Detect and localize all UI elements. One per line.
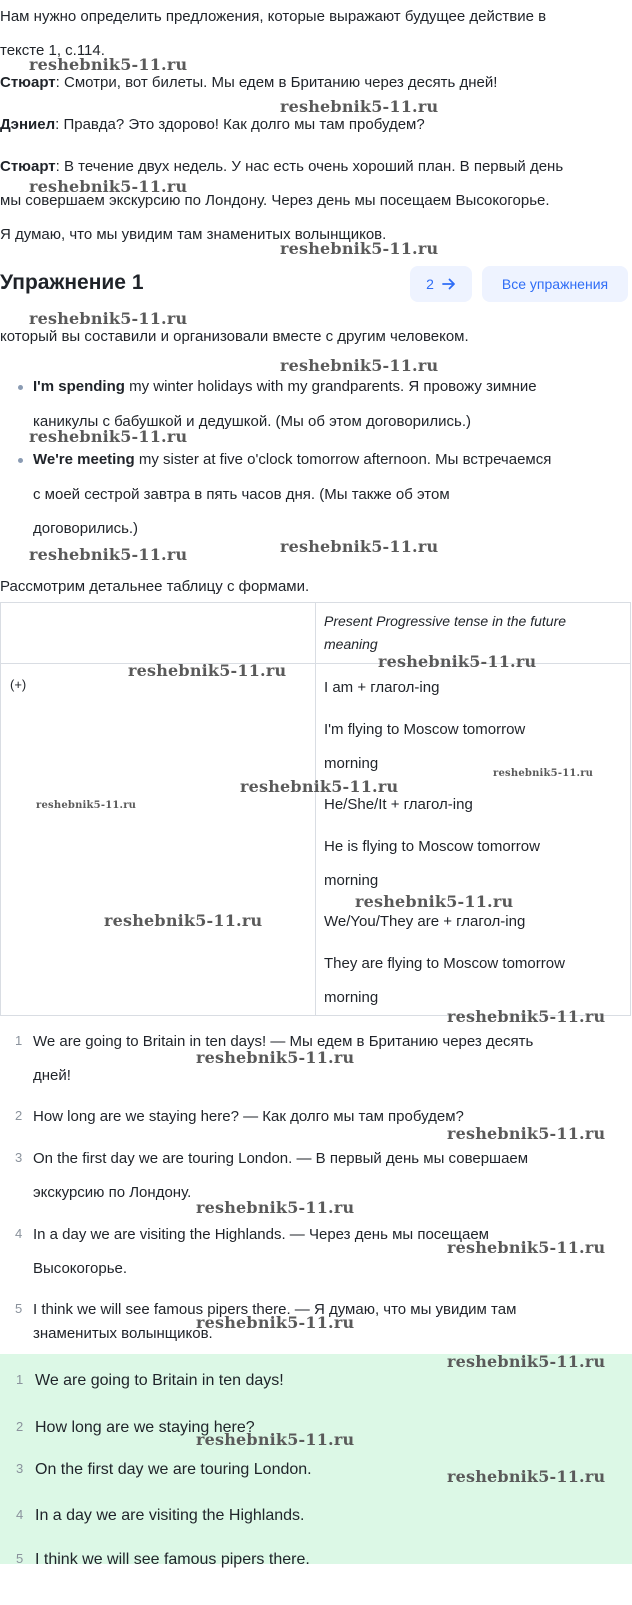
bullet-text: my sister at five o'clock tomorrow afternoon. Мы встречаемся — [134, 451, 552, 468]
answer-item: I think we will see famous pipers there. — [35, 1551, 310, 1568]
dialogue-text: : Правда? Это здорово! Как долго мы там пробудем? — [55, 116, 425, 133]
table-header: meaning — [324, 636, 378, 652]
bullet-cont: с моей сестрой завтра в пять часов дня. (Мы также об этом — [33, 486, 450, 503]
watermark: reshebnik5-11.ru — [196, 1048, 355, 1067]
bullet-cont: договорились.) — [33, 520, 139, 537]
list-item: On the first day we are touring London. — В первый день мы совершаем — [33, 1150, 529, 1167]
bullet-bold: I'm spending — [33, 378, 125, 395]
watermark: reshebnik5-11.ru — [447, 1238, 606, 1257]
answer-item: In a day we are visiting the Highlands. — [35, 1507, 305, 1524]
intro-line: Я думаю, что мы увидим там знаменитых волынщиков. — [0, 226, 387, 243]
bullet-dot — [18, 385, 23, 390]
list-item: I think we will see famous pipers there. — Я думаю, что мы увидим там — [33, 1301, 517, 1318]
dialogue-line — [0, 114, 425, 136]
watermark: reshebnik5-11.ru — [29, 545, 188, 564]
watermark: reshebnik5-11.ru — [29, 427, 188, 446]
answer-number: 4 — [16, 1507, 24, 1522]
table-example: They are flying to Moscow tomorrow — [324, 955, 565, 972]
watermark: reshebnik5-11.ru — [36, 800, 137, 811]
bullet-item — [33, 449, 551, 471]
watermark: reshebnik5-11.ru — [196, 1198, 355, 1217]
table-header: Present Progressive tense in the future — [324, 613, 567, 629]
table-intro: Рассмотрим детальнее таблицу с формами. — [0, 578, 310, 595]
list-item-cont: знаменитых волынщиков. — [33, 1325, 213, 1342]
answer-number: 1 — [16, 1372, 24, 1387]
watermark: reshebnik5-11.ru — [447, 1352, 606, 1371]
intro-line: тексте 1, с.114. — [0, 42, 105, 59]
watermark: reshebnik5-11.ru — [196, 1430, 355, 1449]
answer-number: 2 — [16, 1419, 24, 1434]
table-example: morning — [324, 872, 379, 889]
bullet-dot — [18, 458, 23, 463]
table-example: He is flying to Moscow tomorrow — [324, 838, 540, 855]
answer-item: How long are we staying here? — [35, 1419, 255, 1436]
dialogue-text: : Смотри, вот билеты. Мы едем в Британию через десять дней! — [55, 74, 498, 91]
bullet-item — [33, 376, 537, 398]
table-example: I'm flying to Moscow tomorrow — [324, 721, 526, 738]
exercise-title: Упражнение 1 — [0, 271, 144, 294]
list-number: 1 — [15, 1033, 23, 1048]
list-item-cont: экскурсию по Лондону. — [33, 1184, 192, 1201]
watermark: reshebnik5-11.ru — [104, 911, 263, 930]
table-form: He/She/It + глагол-ing — [324, 796, 473, 813]
watermark: reshebnik5-11.ru — [29, 55, 188, 74]
speaker-name: Стюарт — [0, 74, 56, 91]
bullet-cont: каникулы с бабушкой и дедушкой. (Мы об этом договорились.) — [33, 413, 471, 430]
dialogue-line — [0, 72, 497, 94]
watermark: reshebnik5-11.ru — [355, 892, 514, 911]
list-item: How long are we staying here? — Как долго мы там пробудем? — [33, 1108, 464, 1125]
list-number: 4 — [15, 1226, 23, 1241]
answer-item: On the first day we are touring London. — [35, 1461, 312, 1478]
watermark: reshebnik5-11.ru — [280, 537, 439, 556]
watermark: reshebnik5-11.ru — [447, 1467, 606, 1486]
watermark: reshebnik5-11.ru — [493, 768, 594, 779]
intro-line: мы совершаем экскурсию по Лондону. Через день мы посещаем Высокогорье. — [0, 192, 550, 209]
theory-line: который вы составили и организовали вместе с другим человеком. — [0, 328, 469, 345]
watermark: reshebnik5-11.ru — [447, 1124, 606, 1143]
bullet-text: my winter holidays with my grandparents. Я провожу зимние — [124, 378, 537, 395]
arrow-right-icon — [442, 278, 456, 290]
next-exercise-button[interactable] — [410, 266, 472, 302]
watermark: reshebnik5-11.ru — [240, 777, 399, 796]
speaker-name: Стюарт — [0, 158, 56, 175]
list-item-cont: Высокогорье. — [33, 1260, 128, 1277]
list-number: 3 — [15, 1150, 23, 1165]
intro-line: Нам нужно определить предложения, которые выражают будущее действие в — [0, 8, 547, 25]
speaker-name: Дэниел — [0, 116, 56, 133]
watermark: reshebnik5-11.ru — [280, 356, 439, 375]
dialogue-line — [0, 156, 563, 178]
list-number: 2 — [15, 1108, 23, 1123]
watermark: reshebnik5-11.ru — [280, 97, 439, 116]
table-form: We/You/They are + глагол-ing — [324, 913, 526, 930]
table-example: morning — [324, 755, 379, 772]
list-number: 5 — [15, 1301, 23, 1316]
dialogue-text: : В течение двух недель. У нас есть очень хороший план. В первый день — [55, 158, 564, 175]
list-item: We are going to Britain in ten days! — Мы едем в Британию через десять — [33, 1033, 534, 1050]
bullet-bold: We're meeting — [33, 451, 135, 468]
table-example: morning — [324, 989, 379, 1006]
next-exercise-label: 2 — [426, 276, 434, 292]
table-row-label: (+) — [10, 677, 27, 692]
answer-number: 3 — [16, 1461, 24, 1476]
all-exercises-button[interactable]: Все упражнения — [482, 266, 628, 302]
table-header-empty-cell — [0, 602, 316, 664]
answer-number: 5 — [16, 1551, 24, 1566]
watermark: reshebnik5-11.ru — [280, 239, 439, 258]
list-item: In a day we are visiting the Highlands. — Через день мы посещаем — [33, 1226, 489, 1243]
table-row-label-cell — [0, 663, 316, 1016]
list-item-cont: дней! — [33, 1067, 71, 1084]
watermark: reshebnik5-11.ru — [196, 1313, 355, 1332]
watermark: reshebnik5-11.ru — [378, 652, 537, 671]
watermark: reshebnik5-11.ru — [29, 177, 188, 196]
watermark: reshebnik5-11.ru — [128, 661, 287, 680]
answer-item: We are going to Britain in ten days! — [35, 1372, 284, 1389]
table-form: I am + глагол-ing — [324, 679, 440, 696]
watermark: reshebnik5-11.ru — [447, 1007, 606, 1026]
watermark: reshebnik5-11.ru — [29, 309, 188, 328]
